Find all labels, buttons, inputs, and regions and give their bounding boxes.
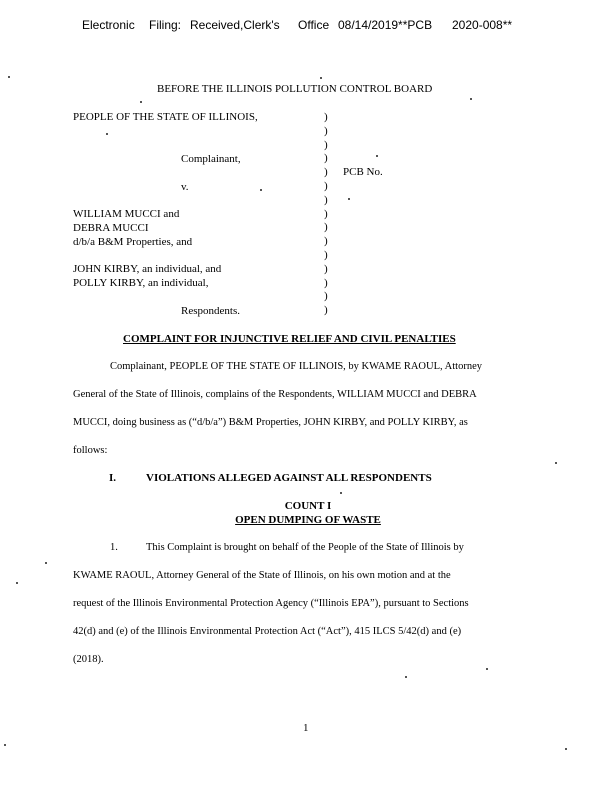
intro-line: follows: (73, 445, 108, 456)
defendant-line: POLLY KIRBY, an individual, (73, 277, 209, 289)
stamp-case: 2020-008** (452, 18, 513, 32)
stamp-electronic: Electronic (82, 18, 135, 32)
section-number: I. (109, 472, 117, 484)
complainant-label: Complainant, (181, 153, 241, 165)
paragraph-line: request of the Illinois Environmental Protection Agency (“Illinois EPA”), pursuant to Sections (73, 598, 469, 609)
stamp-office: Office (298, 18, 330, 32)
versus-label: v. (181, 181, 189, 193)
complaint-title: COMPLAINT FOR INJUNCTIVE RELIEF AND CIVIL PENALTIES (123, 333, 456, 345)
defendant-line: d/b/a B&M Properties, and (73, 236, 193, 248)
count-label: COUNT I (284, 500, 332, 512)
intro-line: Complainant, PEOPLE OF THE STATE OF ILLINOIS, by KWAME RAOUL, Attorney (110, 361, 482, 372)
paragraph-line: (2018). (73, 654, 104, 665)
paragraph-line: This Complaint is brought on behalf of the People of the State of Illinois by (146, 542, 464, 553)
intro-line: MUCCI, doing business as (“d/b/a”) B&M Properties, JOHN KIRBY, and POLLY KIRBY, as (73, 417, 468, 428)
paragraph-line: 42(d) and (e) of the Illinois Environmental Protection Act (“Act”), 415 ILCS 5/42(d) and (e) (73, 626, 462, 637)
plaintiff-name: PEOPLE OF THE STATE OF ILLINOIS, (73, 111, 258, 123)
stamp-filing: Filing: (149, 18, 182, 32)
page-number: 1 (303, 722, 309, 734)
count-title: OPEN DUMPING OF WASTE (235, 514, 381, 526)
respondents-label: Respondents. (181, 305, 240, 317)
stamp-received: Received,Clerk's (190, 18, 280, 32)
paragraph-line: KWAME RAOUL, Attorney General of the State of Illinois, on his own motion and at the (73, 570, 451, 581)
stamp-date: 08/14/2019**PCB (338, 18, 433, 32)
defendant-line: DEBRA MUCCI (73, 222, 149, 234)
paragraph-number: 1. (110, 542, 118, 553)
intro-line: General of the State of Illinois, complains of the Respondents, WILLIAM MUCCI and DEBRA (73, 389, 477, 400)
board-title: BEFORE THE ILLINOIS POLLUTION CONTROL BOARD (157, 83, 433, 95)
caption-bracket: ) ) ) ) ) ) ) ) ) ) ) ) ) ) ) (324, 111, 328, 317)
defendant-line: JOHN KIRBY, an individual, and (73, 263, 222, 275)
defendant-line: WILLIAM MUCCI and (73, 208, 180, 220)
pcb-number-label: PCB No. (343, 166, 383, 178)
section-title: VIOLATIONS ALLEGED AGAINST ALL RESPONDENTS (146, 472, 432, 484)
